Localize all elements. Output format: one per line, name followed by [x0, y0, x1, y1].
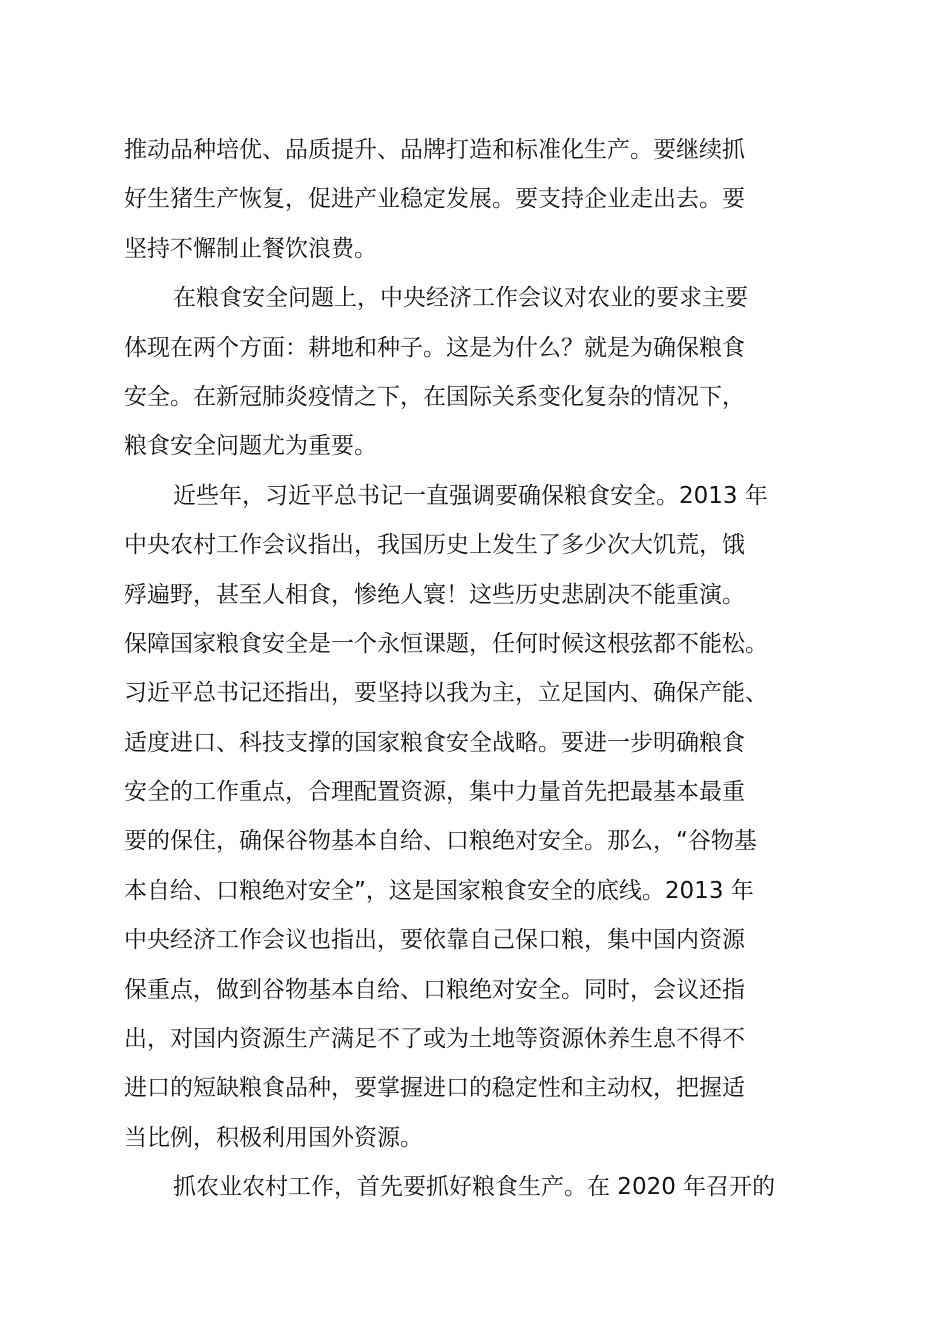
text-line: 安全。在新冠肺炎疫情之下，在国际关系变化复杂的情况下， — [124, 383, 745, 410]
text-line: 推动品种培优、品质提升、品牌打造和标准化生产。要继续抓 — [124, 137, 745, 163]
text-line: 本自给、口粮绝对安全”，这是国家粮食安全的底线。2013 年 — [124, 877, 754, 904]
text-line: 好生猪生产恢复，促进产业稳定发展。要支持企业走出去。要 — [124, 186, 745, 213]
text-line: 殍遍野，甚至人相食，惨绝人寰！这些历史悲剧决不能重演。 — [124, 581, 745, 608]
text-line: 中央经济工作会议也指出，要依靠自己保口粮，集中国内资源 — [124, 927, 745, 954]
text-line: 保障国家粮食安全是一个永恒课题，任何时候这根弦都不能松。 — [124, 630, 768, 657]
text-line: 体现在两个方面：耕地和种子。这是为什么？就是为确保粮食 — [124, 334, 745, 361]
text-line: 要的保住，确保谷物基本自给、口粮绝对安全。那么，“谷物基 — [124, 828, 757, 855]
text-line: 坚持不懈制止餐饮浪费。 — [124, 235, 377, 262]
text-line: 粮食安全问题尤为重要。 — [124, 433, 377, 460]
text-line: 保重点，做到谷物基本自给、口粮绝对安全。同时，会议还指 — [124, 976, 745, 1003]
text-line: 适度进口、科技支撑的国家粮食安全战略。要进一步明确粮食 — [124, 729, 745, 756]
text-line: 习近平总书记还指出，要坚持以我为主，立足国内、确保产能、 — [124, 680, 768, 707]
text-line: 进口的短缺粮食品种，要掌握进口的稳定性和主动权，把握适 — [124, 1075, 745, 1102]
paragraph-first-line: 在粮食安全问题上，中央经济工作会议对农业的要求主要 — [173, 285, 748, 312]
text-line: 当比例，积极利用国外资源。 — [124, 1124, 423, 1151]
paragraph-first-line: 近些年，习近平总书记一直强调要确保粮食安全。2013 年 — [173, 482, 768, 509]
document-body — [124, 126, 844, 1213]
text-line: 安全的工作重点，合理配置资源，集中力量首先把最基本最重 — [124, 779, 745, 806]
text-line: 出，对国内资源生产满足不了或为土地等资源休养生息不得不 — [124, 1026, 745, 1053]
paragraph-first-line: 抓农业农村工作，首先要抓好粮食生产。在 2020 年召开的 — [173, 1174, 776, 1201]
text-line: 中央农村工作会议指出，我国历史上发生了多少次大饥荒，饿 — [124, 532, 745, 559]
